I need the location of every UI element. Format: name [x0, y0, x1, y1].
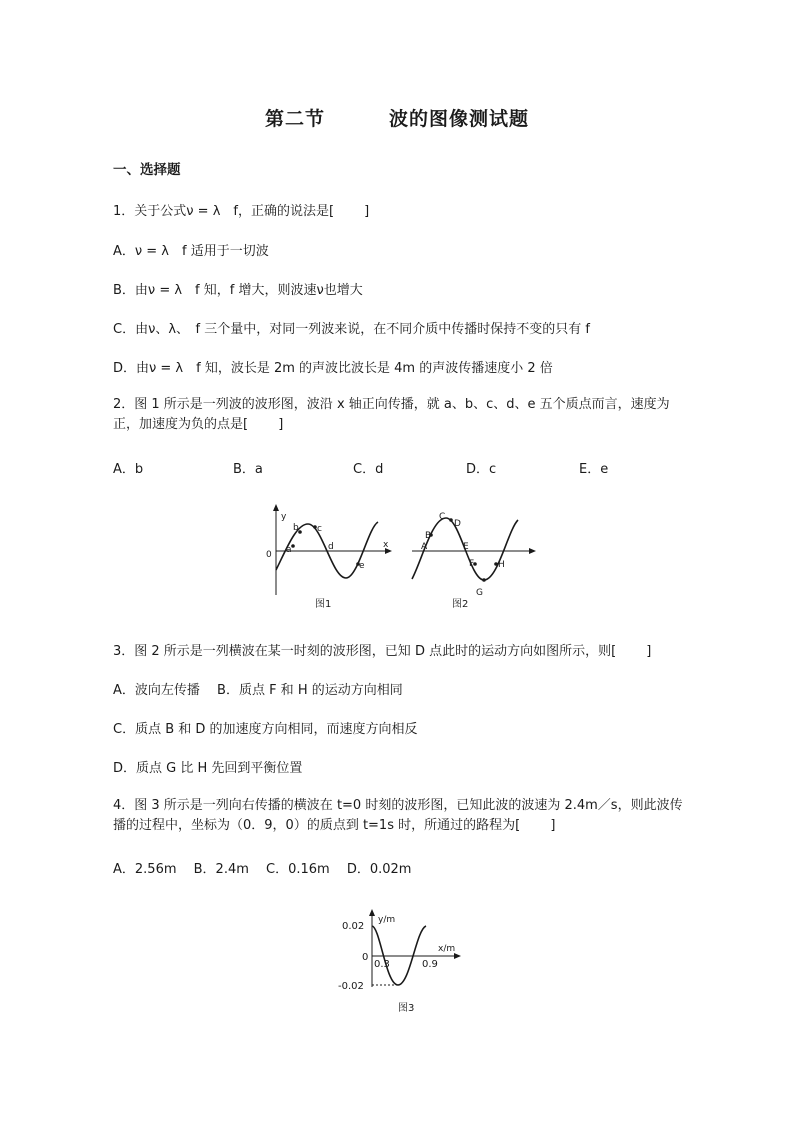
fig3-y-tick-top: 0.02 — [342, 921, 365, 932]
title-section-number: 第二节 — [264, 108, 325, 130]
figure-3-svg — [330, 905, 470, 1017]
fig1-point-b: b — [293, 523, 299, 533]
fig1-point-a: a — [286, 545, 292, 555]
q1-option-c: C．由ν、λ、 f 三个量中，对同一列波来说，在不同介质中传播时保持不变的只有 f — [113, 322, 590, 337]
q2-option-a: A．b — [113, 462, 144, 477]
fig2-point-g: G — [476, 588, 483, 598]
title-topic: 波的图像测试题 — [389, 108, 530, 130]
q2-option-d: D．c — [466, 462, 497, 477]
fig2-point-a: A — [421, 542, 428, 552]
figure-2 — [412, 512, 536, 610]
q2-option-c: C．d — [353, 462, 384, 477]
fig1-point-b-dot — [298, 530, 302, 534]
fig3-x-tick-03: 0.3 — [374, 959, 390, 970]
fig1-y-label: y — [281, 512, 287, 522]
fig1-point-a-dot — [291, 544, 295, 548]
fig3-y-tick-zero: 0 — [362, 952, 369, 963]
q3-option-ab: A．波向左传播 B．质点 F 和 H 的运动方向相同 — [113, 683, 403, 698]
q4-stem: 4．图 3 所示是一列向右传播的横波在 t=0 时刻的波形图，已知此波的波速为 2.4m／s，则此波传播的过程中，坐标为（0．9，0）的质点到 t=1s 时，所通过的路程为[ ] — [113, 798, 683, 833]
fig2-caption: 图2 — [452, 599, 469, 610]
q2-stem: 2．图 1 所示是一列波的波形图，波沿 x 轴正向传播，就 a、b、c、d、e 五个质点而言，速度为正，加速度为负的点是[ ] — [113, 397, 670, 432]
figure-1-and-2 — [260, 500, 550, 615]
q1-stem: 1．关于公式ν = λ f，正确的说法是[ ] — [113, 204, 370, 219]
page-title — [0, 104, 794, 131]
fig1-origin-label: 0 — [266, 550, 272, 560]
fig3-y-label: y/m — [378, 915, 396, 925]
fig2-point-b: B — [425, 531, 432, 541]
fig3-x-tick-09: 0.9 — [422, 959, 438, 970]
q1-option-a: A．ν = λ f 适用于一切波 — [113, 244, 269, 259]
fig2-point-f: F — [469, 559, 475, 569]
fig1-x-label: x — [383, 540, 389, 550]
section-heading: 一、选择题 — [113, 162, 181, 178]
fig3-y-tick-bottom: -0.02 — [338, 981, 364, 992]
q2-option-e: E．e — [579, 462, 609, 477]
fig3-caption: 图3 — [398, 1003, 415, 1014]
fig2-point-e: E — [463, 542, 469, 552]
fig2-point-d: D — [454, 519, 461, 529]
fig2-point-h: H — [498, 560, 505, 570]
fig3-x-label: x/m — [438, 944, 456, 954]
fig2-x-arrow — [529, 548, 536, 554]
fig1-caption: 图1 — [315, 599, 332, 610]
fig1-point-e: e — [359, 561, 365, 571]
fig2-point-d-dot — [449, 518, 453, 522]
wave-figures-svg — [260, 500, 550, 615]
fig1-point-d: d — [328, 542, 334, 552]
fig1-point-c: c — [317, 524, 322, 534]
q3-option-d: D．质点 G 比 H 先回到平衡位置 — [113, 761, 303, 776]
figure-3 — [330, 905, 470, 1017]
q1-option-b: B．由ν = λ f 知，f 增大，则波速ν也增大 — [113, 283, 363, 298]
q3-option-c: C．质点 B 和 D 的加速度方向相同，而速度方向相反 — [113, 722, 418, 737]
q3-stem: 3．图 2 所示是一列横波在某一时刻的波形图，已知 D 点此时的运动方向如图所示，则[ ] — [113, 644, 652, 659]
fig1-y-arrow — [273, 504, 279, 511]
q4-options: A．2.56m B．2.4m C．0.16m D．0.02m — [113, 862, 412, 877]
fig2-point-c: C — [439, 512, 446, 522]
q1-option-d: D．由ν = λ f 知，波长是 2m 的声波比波长是 4m 的声波传播速度小 2 倍 — [113, 361, 553, 376]
fig2-point-g-dot — [482, 578, 486, 582]
q2-option-b: B．a — [233, 462, 263, 477]
figure-1 — [266, 504, 392, 610]
fig3-y-arrow — [369, 909, 375, 916]
